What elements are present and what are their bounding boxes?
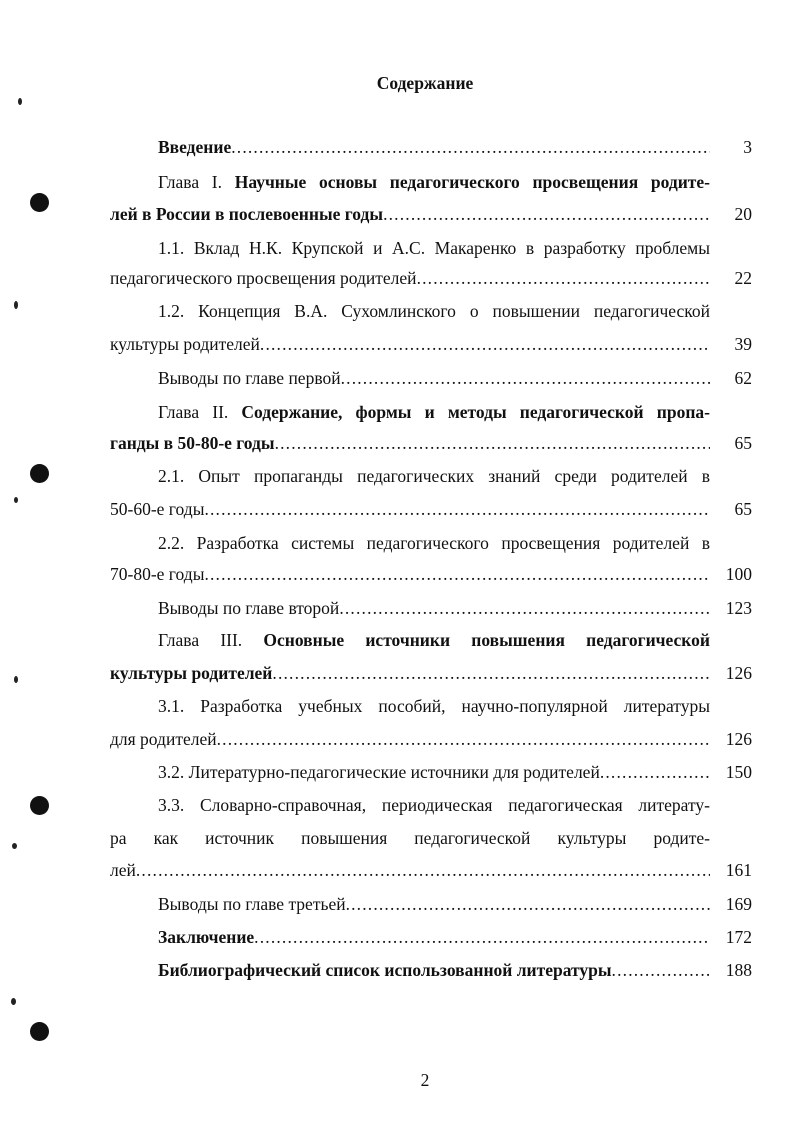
toc-section-3-3-line3: лей . . . 161 <box>110 858 752 882</box>
toc-entry-conclusion: Заключение . . . 172 <box>158 925 752 949</box>
toc-section-1-2-line2: культуры родителей . . . 39 <box>110 332 752 356</box>
toc-section-2-2-line2: 70-80-е годы . . . 100 <box>110 562 752 586</box>
toc-conclusion-1: Выводы по главе первой . . . 62 <box>158 366 752 390</box>
scan-speck <box>14 676 18 683</box>
toc-section-1-1-line1: 1.1. Вклад Н.К. Крупской и А.С. Макаренко в разработку проблемы <box>158 238 710 258</box>
toc-page: 188 <box>725 960 752 980</box>
toc-section-3-3-line2: ра как источник повышения педагогической культуры родите- <box>110 828 710 848</box>
toc-page: 20 <box>734 204 752 224</box>
toc-section-3-1-line2: для родителей . . . 126 <box>110 727 752 751</box>
scan-speck <box>18 98 22 105</box>
binder-hole <box>30 193 49 212</box>
toc-conclusion-2: Выводы по главе второй . . . 123 <box>158 596 752 620</box>
binder-hole <box>30 796 49 815</box>
toc-chapter-3-line2: культуры родителей . . . 126 <box>110 661 752 685</box>
toc-section-2-2-line1: 2.2. Разработка системы педагогического просвещения родителей в <box>158 533 710 553</box>
toc-page: 150 <box>725 762 752 782</box>
toc-chapter-2-line2: ганды в 50-80-е годы . . . 65 <box>110 431 752 455</box>
toc-entry-bibliography: Библиографический список использованной литературы . . . 188 <box>158 958 752 982</box>
toc-page: 65 <box>734 499 752 519</box>
toc-section-1-1-line2: педагогического просвещения родителей . . . 22 <box>110 266 752 290</box>
toc-chapter-1-line1: Глава I. Научные основы педагогического просвещения родите- <box>158 172 710 192</box>
toc-title: Содержание <box>376 73 474 93</box>
toc-chapter-2-line1: Глава II. Содержание, формы и методы педагогической пропа- <box>158 402 710 422</box>
toc-page: 39 <box>734 334 752 354</box>
toc-page: 169 <box>725 894 752 914</box>
page-number: 2 <box>420 1070 430 1090</box>
toc-page: 123 <box>725 598 752 618</box>
toc-page: 3 <box>743 137 752 157</box>
scan-speck <box>12 843 17 849</box>
toc-entry-intro <box>158 135 752 159</box>
toc-page: 126 <box>725 663 752 683</box>
toc-section-3-3-line1: 3.3. Словарно-справочная, периодическая педагогическая литерату- <box>158 795 710 815</box>
toc-page: 161 <box>725 860 752 880</box>
toc-page: 126 <box>725 729 752 749</box>
toc-conclusion-3: Выводы по главе третьей . . . 169 <box>158 892 752 916</box>
binder-hole <box>30 1022 49 1041</box>
scan-speck <box>14 497 18 503</box>
toc-section-1-2-line1: 1.2. Концепция В.А. Сухомлинского о повышении педагогической <box>158 301 710 321</box>
toc-entry-label: Введение <box>158 137 232 157</box>
toc-chapter-1-line2: лей в России в послевоенные годы . . . 20 <box>110 202 752 226</box>
scan-speck <box>14 301 18 309</box>
toc-page: 172 <box>725 927 752 947</box>
toc-section-3-2: 3.2. Литературно-педагогические источники для родителей . . . 150 <box>158 760 752 784</box>
toc-page: 100 <box>725 564 752 584</box>
toc-page: 62 <box>734 368 752 388</box>
toc-chapter-3-line1: Глава III. Основные источники повышения педагогической <box>158 630 710 650</box>
toc-page: 22 <box>734 268 752 288</box>
toc-section-3-1-line1: 3.1. Разработка учебных пособий, научно-популярной литературы <box>158 696 710 716</box>
toc-page: 65 <box>734 433 752 453</box>
binder-hole <box>30 464 49 483</box>
toc-section-2-1-line1: 2.1. Опыт пропаганды педагогических знаний среди родителей в <box>158 466 710 486</box>
scan-speck <box>11 998 16 1005</box>
toc-section-2-1-line2: 50-60-е годы . . . 65 <box>110 497 752 521</box>
